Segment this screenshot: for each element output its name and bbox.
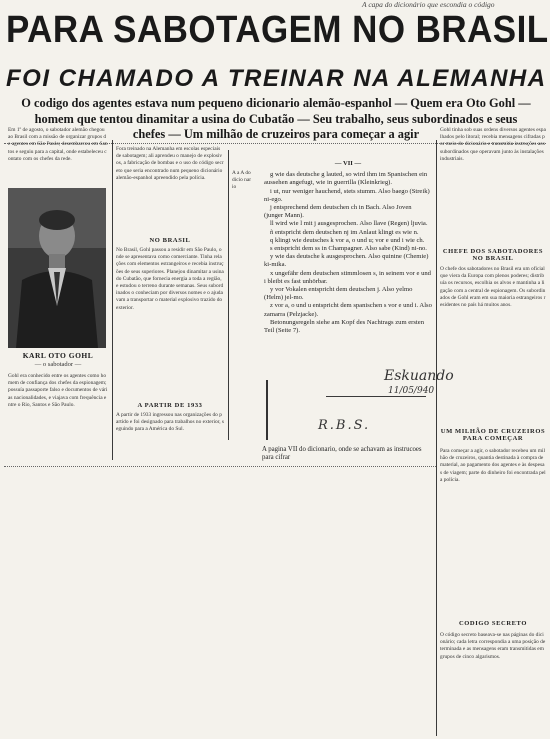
right-column-text-top: Gohl tinha sob suas ordens diversos agentes espalhados pelo litoral; recebia mensagens cifradas por meio do dicionário e transmitia instruções aos subordinados que operavam junto às instalações industriais. <box>440 127 546 162</box>
section-milhao: UM MILHÃO DE CRUZEIROS PARA COMEÇAR <box>440 428 546 442</box>
signature-line <box>326 396 426 397</box>
section-chefe: CHEFE DOS SABOTADORES NO BRASIL <box>442 248 544 262</box>
photo-caption-name: KARL OTO GOHL <box>22 351 94 360</box>
vertical-scale-mark <box>266 380 272 440</box>
photo-caption-role: — o sabotador — <box>34 361 82 368</box>
dictionary-line: z vor a, o und u entspricht dem spanischen s vor e und i. Also zamarra (Pelzjacke). <box>264 302 432 318</box>
right-column-text-middle: O chefe dos sabotadores no Brasil era um oficial que viera da Europa com plenos poderes; distribuía os recursos, escolhia os alvos e mantinha a ligação com a central de espionagem. Os subordinados de Gohl eram em sua maioria estrangeiros residentes no país há muitos anos. <box>440 266 546 309</box>
dictionary-page <box>264 160 432 360</box>
dictionary-title: — VII — <box>334 160 362 167</box>
column-2-text-bottom: A partir de 1933 ingressou nas organizações do partido e foi designado para trabalhos no exterior, seguindo para a América do Sul. <box>116 412 224 433</box>
dictionary-line: ll wird wie l mit j ausgesprochen. Also llave (Regen) ljuvia. <box>270 220 428 228</box>
dictionary-line: Betonungsregeln siehe am Kopf des Nachtrags zum ersten Teil (Seite 7). <box>264 318 424 335</box>
left-lower-text: Gohl era conhecido entre os agentes como homem de confiança dos chefes da espionagem; possuía passaporte falso e documentos de várias nacionalidades, e viajava com frequência entre o Rio, Santos e São Paulo. <box>8 373 108 408</box>
dictionary-line: q klingt wie deutsches k vor a, o und u; vor e und i wie ch. <box>270 236 425 244</box>
deck-line-2: homem que tentou dinamitar a usina do Cubatão — Seu trabalho, seus subordinados e seus <box>34 111 518 126</box>
deck-line-3: chefes — Um milhão de cruzeiros para começar a agir <box>132 127 420 141</box>
section-no-brasil: NO BRASIL <box>149 237 191 244</box>
dictionary-line: j entsprechend dem deutschen ch in Bach. Also Joven (junger Mann). <box>264 204 412 220</box>
headline: PARA SABOTAGEM NO BRASIL <box>6 9 549 51</box>
portrait-image <box>8 188 106 348</box>
deck-line-1: O codigo dos agentes estava num pequeno dicionario alemão-espanhol — Quem era Oto Gohl — <box>21 96 531 110</box>
top-note: A capa do dicionário que escondia o código <box>362 0 495 9</box>
dictionary-line: y vor Vokalen entspricht dem deutschen j. Also yelmo (Helm) jel-mo. <box>264 286 413 302</box>
dictionary-line: g wie das deutsche g lauted, so wird ihm im Spanischen ein aussehen angefugt, wie in guerrilla (Kleinkrieg). <box>264 171 428 187</box>
dictionary-caption: A pagina VII do dicionario, onde se achavam as instrucoes para cifrar <box>262 446 422 462</box>
section-codigo: CODIGO SECRETO <box>458 620 528 627</box>
signature: Eskuando <box>384 368 454 384</box>
dictionary-line: s entspricht dem ss in Champagner. Also sabe (Kind) ni-no. <box>270 245 427 253</box>
dictionary-line: ñ entspricht dem deutschen nj im Anlaut klingt es wie n. <box>270 228 419 236</box>
dictionary-line: x ungefähr dem deutschen stimmlosen s, in seinem vor e und i bleibt es fast unhörbar. <box>264 269 431 285</box>
column-rule-1 <box>112 140 113 460</box>
column-rule-3 <box>436 140 437 736</box>
handwritten-initials: R.B.S. <box>318 418 371 433</box>
right-column-text-lower: Para começar a agir, o sabotador recebeu um milhão de cruzeiros, quantia destinada à compra de material, ao pagamento dos agentes e às despesas de viagem; parte do dinheiro foi encontrada pela polícia. <box>440 448 546 483</box>
dictionary-line: y wie das deutsche k ausgesprochen. Also quinine (Chemie) ki-mika. <box>264 253 429 269</box>
section-a-partir: A PARTIR DE 1933 <box>137 402 203 409</box>
signature-date: 11/05/940 <box>388 386 435 396</box>
column-rule-2 <box>228 150 229 440</box>
portrait-photo <box>8 188 106 348</box>
right-column-text-bottom: O código secreto baseava-se nas páginas do dicionário; cada letra correspondia a uma posição determinada e as mensagens eram transmitidas em grupos de cinco algarismos. <box>440 632 546 660</box>
subheadline: FOI CHAMADO A TREINAR NA ALEMANHA <box>6 65 547 92</box>
column-2-text-middle: No Brasil, Gohl passou a residir em São Paulo, onde se apresentava como comerciante. Tinha relações com elementos estrangeiros e recebia instruções de seus superiores. Planejou dinamitar a usina do Cubatão, que fornecia energia a toda a região, e estudou o terreno durante semanas. Seus subordinados o conheciam por diversos nomes e o ajudavam a transportar o material explosivo trazido do exterior. <box>116 247 224 311</box>
divider-bottom <box>4 466 436 467</box>
left-intro-text: Em 1º de agosto, o sabotador alemão chegou ao Brasil com a missão de organizar grupos de agentes em São Paulo; desembarcou em Santos e seguiu para a capital, onde estabeleceu contato com os chefes da rede. <box>8 127 108 162</box>
column-2-text-top: Fora treinado na Alemanha em escolas especiais de sabotagem; ali aprendeu o manejo de explosivos, a fabricação de bombas e o uso do código secreto que seria encontrado num pequeno dicionário alemão-espanhol apreendido pela polícia. <box>116 146 224 181</box>
dictionary-line: i ut, nur weniger hauchend, stets stumm. Also baego (Streik) ni-ego. <box>264 187 430 203</box>
narrow-column-text: A a A do dicio nario <box>232 170 252 191</box>
